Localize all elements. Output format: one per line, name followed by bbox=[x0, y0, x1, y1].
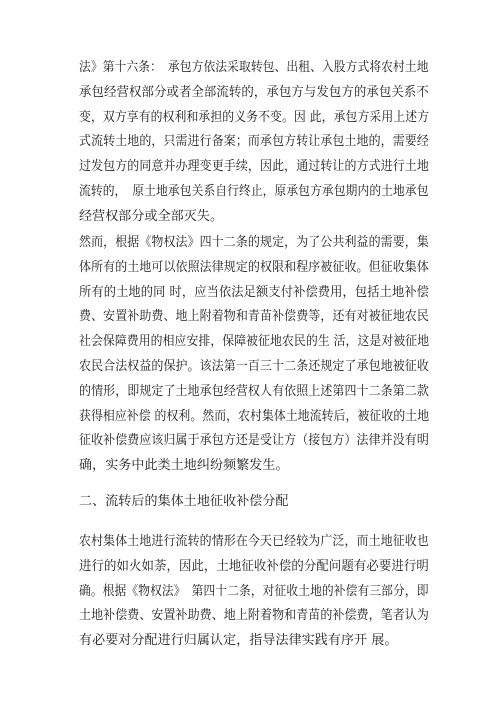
text-line: 确，实务中此类土地纠纷频繁发生。 bbox=[79, 458, 289, 474]
text-line: 获得相应补偿 的权利。然而，农村集体土地流转后，被征收的土地 bbox=[79, 408, 430, 424]
text-line: 社会保障费用的相应安排，保障被征地农民的生 活，这是对被征地 bbox=[79, 334, 430, 350]
text-line: 确。根据《物权法》 第四十二条，对征收土地的补偿有三部分，即 bbox=[79, 583, 429, 599]
text-line: 变，双方享有的权利和承担的义务不变。因 此，承包方采用上述方 bbox=[79, 109, 430, 125]
text-line: 式流转土地的，只需进行备案；而承包方转让承包土地的，需要经 bbox=[79, 134, 429, 150]
text-line: 流转的， 原土地承包关系自行终止，原承包方承包期内的土地承包 bbox=[79, 183, 429, 199]
text-line: 过发包方的同意并办理变更手续，因此，通过转让的方式进行土地 bbox=[79, 159, 429, 175]
section-heading-text: 二、流转后的集体土地征收补偿分配 bbox=[79, 494, 289, 509]
text-line: 法》第十六条： 承包方依法采取转包、出租、入股方式将农村土地 bbox=[79, 60, 429, 75]
text-line: 所有的土地的同 时，应当依法足额支付补偿费用，包括土地补偿 bbox=[79, 284, 430, 300]
paragraph-property-law-expropriation bbox=[79, 231, 429, 479]
text-line: 农民合法权益的保护。该法第一百三十二条还规定了承包地被征收 bbox=[79, 358, 429, 374]
paragraph-compensation-distribution bbox=[79, 530, 429, 654]
text-line: 土地补偿费、安置补助费、地上附着物和青苗的补偿费，笔者认为 bbox=[79, 608, 429, 624]
paragraph-land-transfer-article-16 bbox=[79, 56, 429, 230]
text-line: 的情形，即规定了土地承包经营权人有依照上述第四十二条第二款 bbox=[79, 383, 429, 399]
text-line: 经营权部分或全部灭失。 bbox=[79, 208, 224, 224]
text-line: 有必要对分配进行归属认定，指导法律实践有序开 展。 bbox=[79, 633, 398, 649]
text-line: 承包经营权部分或者全部流转的，承包方与发包方的承包关系不 bbox=[79, 84, 429, 100]
text-line: 农村集体土地进行流转的情形在今天已经较为广泛，而土地征收也 bbox=[79, 534, 429, 549]
text-line: 进行的如火如荼，因此，土地征收补偿的分配问题有必要进行明 bbox=[79, 558, 429, 574]
text-line: 然而，根据《物权法》四十二条的规定，为了公共利益的需要，集 bbox=[79, 235, 429, 250]
section-heading bbox=[79, 490, 429, 515]
text-line: 体所有的土地可以依照法律规定的权限和程序被征收。但征收集体 bbox=[79, 259, 429, 275]
text-line: 费、安置补助费、地上附着物和青苗补偿费等，还有对被征地农民 bbox=[79, 309, 429, 325]
text-line: 征收补偿费应该归属于承包方还是受让方（接包方）法律并没有明 bbox=[79, 433, 429, 449]
